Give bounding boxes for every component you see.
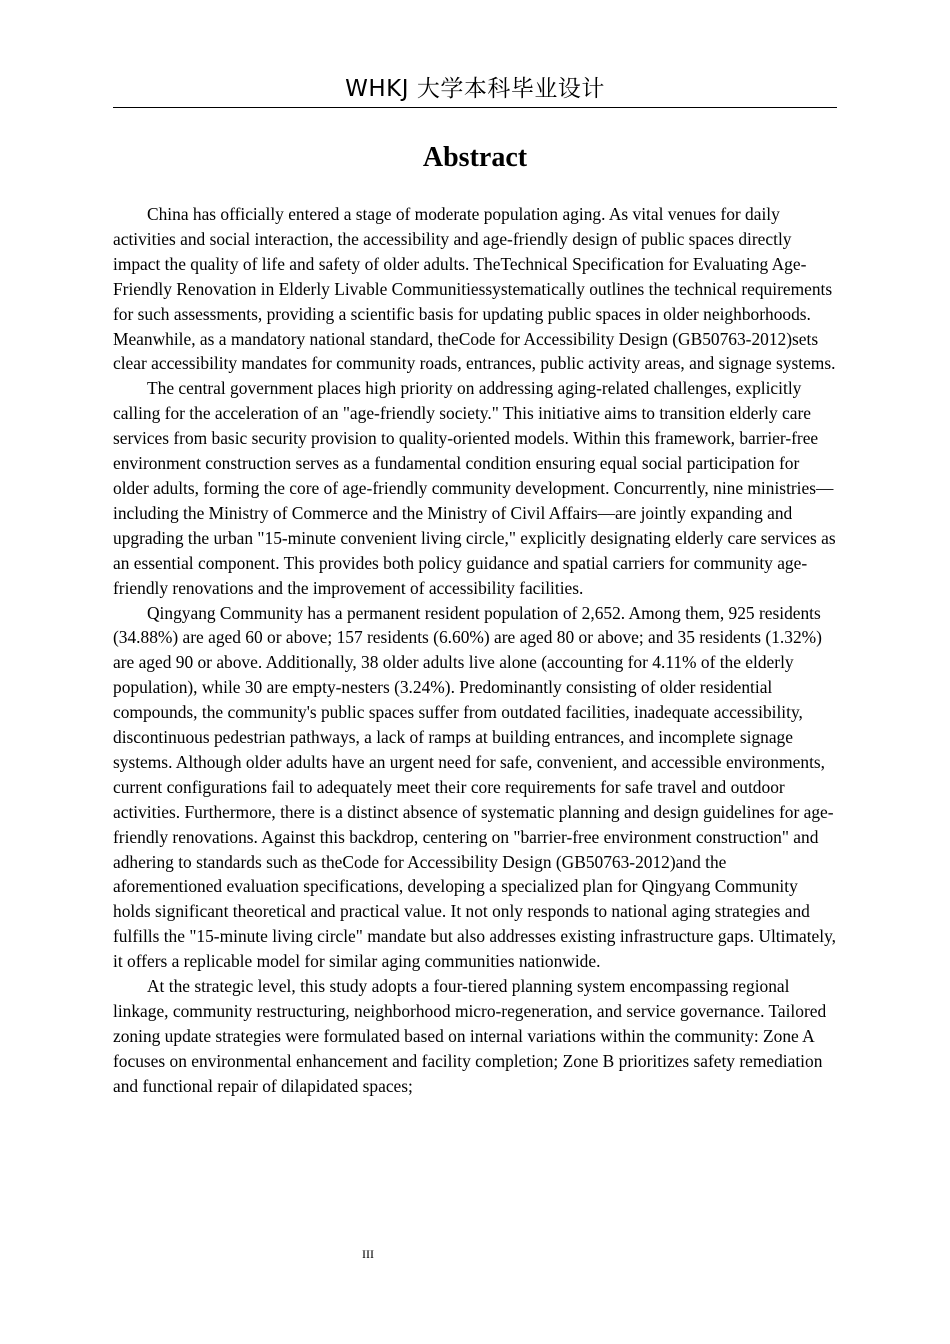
abstract-paragraph-4: At the strategic level, this study adopts a four-tiered planning system encompassing regional linkage, community restructuring, neighborhood micro-regeneration, and service governance. Tailored zoning update strategies were formulated based on internal variations within the community: Zone A focuses on environmental enhancement and facility completion; Zone B prioritizes safety remediation and functional repair of dilapidated spaces; (113, 976, 827, 1096)
abstract-paragraph-2: The central government places high priority on addressing aging-related challenges, explicitly calling for the acceleration of an "age-friendly society." This initiative aims to transition elderly care services from basic security provision to quality-oriented models. Within this framework, barrier-free environment construction serves as a fundamental condition ensuring equal social participation for older adults, forming the core of age-friendly community development. Concurrently, nine ministries—including the Ministry of Commerce and the Ministry of Civil Affairs—are jointly expanding and upgrading the urban "15-minute convenient living circle," explicitly designating elderly care services as an essential component. This provides both policy guidance and spatial carriers for community age-friendly renovations and the improvement of accessibility facilities. (113, 378, 836, 598)
header-title: WHKJ 大学本科毕业设计 (345, 76, 605, 102)
abstract-body (113, 202, 837, 1099)
abstract-title: Abstract (422, 142, 528, 173)
abstract-paragraph-3: Qingyang Community has a permanent resident population of 2,652. Among them, 925 residents (34.88%) are aged 60 or above; 157 residents (6.60%) are aged 80 or above; and 35 residents (1.32%) are aged 90 or above. Additionally, 38 older adults live alone (accounting for 4.11% of the elderly population), while 30 are empty-nesters (3.24%). Predominantly consisting of older residential compounds, the community's public spaces suffer from outdated facilities, inadequate accessibility, discontinuous pedestrian pathways, a lack of ramps at building entrances, and incomplete signage systems. Although older adults have an urgent need for safe, convenient, and accessible environments, current configurations fail to adequately meet their core requirements for safe travel and outdoor activities. Furthermore, there is a distinct absence of systematic planning and design guidelines for age-friendly renovations. Against this backdrop, centering on "barrier-free environment construction" and adhering to standards such as theCode for Accessibility Design (GB50763-2012)and the aforementioned evaluation specifications, developing a specialized plan for Qingyang Community holds significant theoretical and practical value. It not only responds to national aging strategies and fulfills the "15-minute living circle" mandate but also addresses existing infrastructure gaps. Ultimately, it offers a replicable model for similar aging communities nationwide. (113, 602, 837, 972)
page-header (113, 74, 837, 108)
abstract-paragraph-1: China has officially entered a stage of moderate population aging. As vital venues for daily activities and social interaction, the accessibility and age-friendly design of public spaces directly impact the quality of life and safety of older adults. TheTechnical Specification for Evaluating Age-Friendly Renovation in Elderly Livable Communitiessystematically outlines the technical requirements for such assessments, providing a scientific basis for updating public spaces in older neighborhoods. Meanwhile, as a mandatory national standard, theCode for Accessibility Design (GB50763-2012)sets clear accessibility mandates for community roads, entrances, public activity areas, and signage systems. (113, 204, 836, 374)
page-number: III (362, 1247, 374, 1261)
